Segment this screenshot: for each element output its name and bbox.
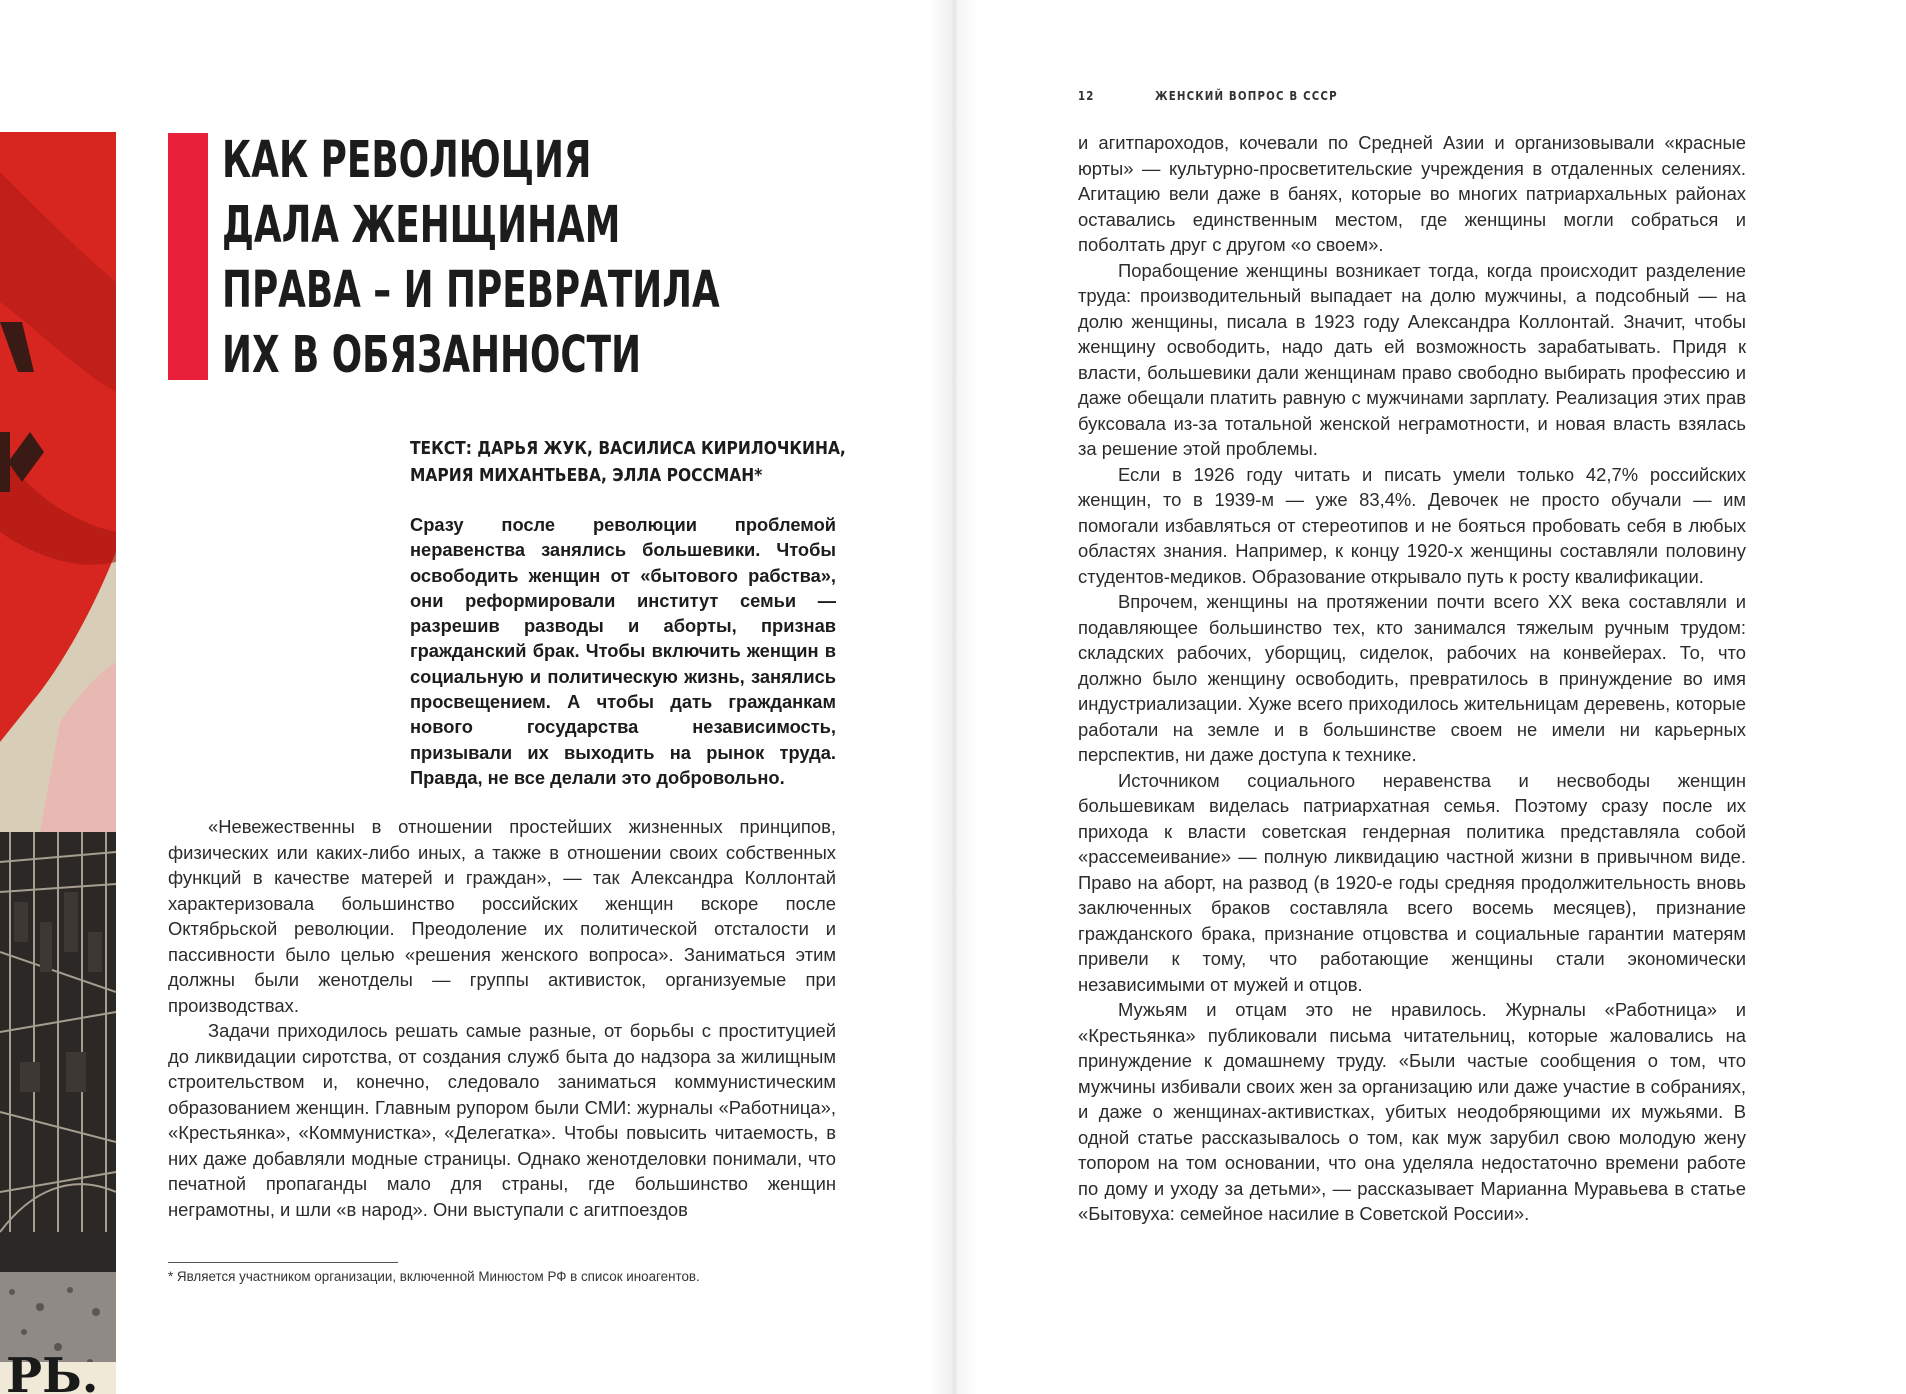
footnote-rule bbox=[168, 1262, 398, 1263]
left-body-text bbox=[168, 814, 836, 1222]
book-gutter-shadow bbox=[930, 0, 978, 1394]
headline-line: КАК РЕВОЛЮЦИЯ bbox=[222, 131, 592, 190]
body-paragraph: Впрочем, женщины на протяжении почти всего XX века составляли и подавляющее большинство тех, кто занимался тяжелым ручным трудом: складских рабочих, уборщиц, сиделок, рабочих на конвейерах. То, что должно было женщину освободить, превратилось в принуждение во имя индустриализации. Хуже всего приходилось жительницам деревень, которые работали на земле и в большинстве своем не имели ни карьерных перспектив, ни даже доступа к технике. bbox=[1078, 591, 1746, 765]
author-line: ТЕКСТ: ДАРЬЯ ЖУК, ВАСИЛИСА КИРИЛОЧКИНА, bbox=[410, 438, 846, 459]
lead-paragraph: Сразу после революции проблемой неравенства занялись большевики. Чтобы освободить женщин от «бытового рабства», они реформировали институт семьи — разрешив разводы и аборты, признав гражданский брак. Чтобы включить женщин в социальную и политическую жизнь, занялись просвещением. А чтобы дать гражданкам нового государства независимость, призывали их выходить на рынок труда. Правда, не все делали это добровольно. bbox=[410, 514, 836, 788]
body-paragraph: Мужьям и отцам это не нравилось. Журналы «Работница» и «Крестьянка» публиковали письма читательниц, которые жаловались на принуждение к домашнему труду. «Были частые сообщения о том, что мужчины избивали своих жен за организацию или даже участие в собраниях, и даже о женщинах-активистках, убитых неодобряющими их мужьями. В одной статье рассказывалось о том, как муж зарубил свою молодую жену топором на том основании, что она уделяла недостаточно времени работе по дому и уходу за детьми», — рассказывает Марианна Муравьева в статье «Бытовуха: семейное насилие в Советской России». bbox=[1078, 999, 1746, 1224]
headline-line: ДАЛА ЖЕНЩИНАМ bbox=[222, 196, 621, 255]
body-paragraph: Источником социального неравенства и несвободы женщин большевикам виделась патриархатная семья. Поэтому сразу после их прихода к власти советская гендерная политика представляла собой «рассемеивание» — полную ликвидацию частной жизни в привычном виде. Право на аборт, на развод (в 1920-е годы средняя продолжительность вновь заключенных браков составляла всего восемь месяцев), признание гражданского брака, признание отцовства и социальные гарантии матерям привели к тому, что работающие женщины стали экономически независимыми от мужей и отцов. bbox=[1078, 769, 1746, 995]
headline-line: ПРАВА – И ПРЕВРАТИЛА bbox=[222, 261, 720, 320]
poster-image bbox=[0, 132, 116, 1394]
body-paragraph: «Невежественны в отношении простейших жизненных принципов, физических или каких-либо иных, а также в отношении своих собственных функций в качестве матерей и граждан», — так Александра Коллонтай характеризовала большинство российских женщин вскоре после Октябрьской революции. Преодоление их политической отсталости и пассивности было целью «решения женского вопроса». Заниматься этим должны были женотделы — группы активисток, организуемые при производствах. bbox=[168, 816, 836, 1016]
footnote: * Является участником организации, включенной Минюстом РФ в список иноагентов. bbox=[168, 1269, 700, 1284]
poster-illustration bbox=[0, 132, 116, 1394]
body-paragraph: Если в 1926 году читать и писать умели только 42,7% российских женщин, то в 1939-м — уже 83,4%. Девочек не просто обучали — им помогали избавляться от стереотипов и не бояться пробовать себя в любых областях знания. Например, к концу 1920-х женщины составляли половину студентов-медиков. Образование открывало путь к росту квалификации. bbox=[1078, 463, 1746, 587]
headline-accent-bar bbox=[168, 133, 208, 380]
page-number: 12 bbox=[1078, 88, 1095, 103]
running-head: ЖЕНСКИЙ ВОПРОС В СССР bbox=[1155, 88, 1338, 103]
headline-line: ИХ В ОБЯЗАННОСТИ bbox=[222, 326, 642, 385]
body-paragraph: Порабощение женщины возникает тогда, когда происходит разделение труда: производительный выпадает на долю мужчины, а подсобный — на долю женщины, писала в 1923 году Александра Коллонтай. Значит, чтобы женщину освободить, надо дать ей возможность зарабатывать. Придя к власти, большевики дали женщинам право свободно выбирать профессию и даже обещали платить равную с мужчинами зарплату. Реализация этих прав буксовала из-за тотальной женской неграмотности, и новая власть взялась за решение этой проблемы. bbox=[1078, 259, 1746, 459]
continued-paragraph: и агитпароходов, кочевали по Средней Азии и организовывали «красные юрты» — культурно-просветительские учреждения в отдаленных селениях. Агитацию вели даже в банях, которые во многих патриархальных районах оставались единственным местом, где женщины могли собраться и поболтать друг с другом «о своем». bbox=[1078, 132, 1746, 255]
author-line: МАРИЯ МИХАНТЬЕВА, ЭЛЛА РОССМАН* bbox=[410, 465, 763, 486]
article-headline bbox=[222, 128, 720, 388]
poster-caption: РЬ. bbox=[6, 1348, 99, 1394]
right-body-text bbox=[1078, 130, 1746, 1227]
body-paragraph: Задачи приходилось решать самые разные, от борьбы с проституцией до ликвидации сиротства, от создания служб быта до надзора за жилищным строительством и, конечно, следовало заниматься коммунистическим образованием женщин. Главным рупором были СМИ: журналы «Работница», «Крестьянка», «Коммунистка», «Делегатка». Чтобы повысить читаемость, в них даже добавляли модные страницы. Однако женотделовки понимали, что печатной пропаганды мало для страны, где большинство женщин неграмотны, и шли «в народ». Они выступали с агитпоездов bbox=[168, 1020, 836, 1220]
author-credits bbox=[410, 435, 846, 489]
